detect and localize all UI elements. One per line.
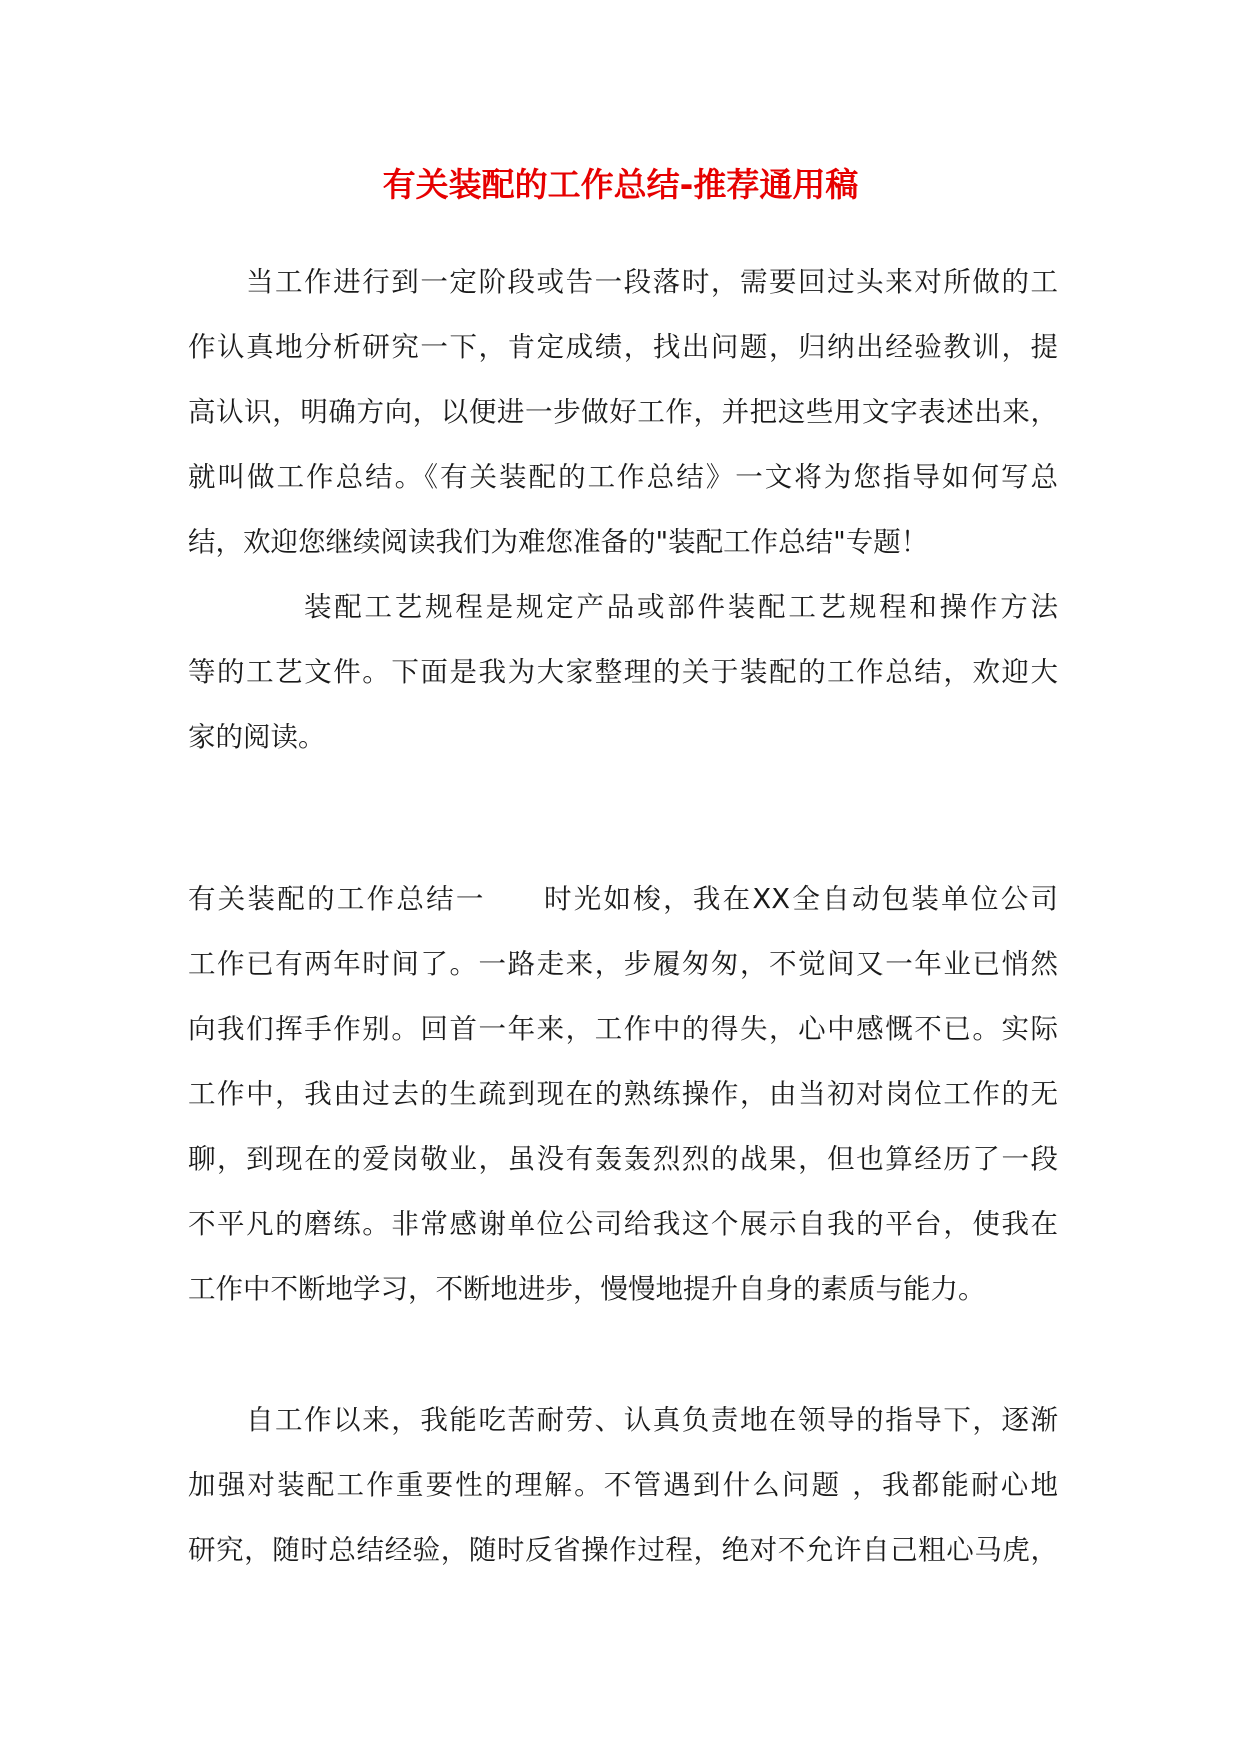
paragraph-line: 装配工艺规程是规定产品或部件装配工艺规程和操作方法 [304,591,1058,623]
paragraph-line: 聊，到现在的爱岗敬业，虽没有轰轰烈烈的战果，但也算经历了一段 [188,1143,1058,1175]
paragraph-line: 研究，随时总结经验，随时反省操作过程，绝对不允许自己粗心马虎， [188,1534,1058,1566]
paragraph-line: 不平凡的磨练。非常感谢单位公司给我这个展示自我的平台，使我在 [188,1208,1058,1240]
paragraph-line: 当工作进行到一定阶段或告一段落时，需要回过头来对所做的工 [246,266,1058,298]
paragraph-line: 家的阅读。 [188,721,326,753]
intro-paragraph [188,250,1058,575]
section-one-paragraph [188,867,1058,1322]
paragraph-line: 作认真地分析研究一下，肯定成绩，找出问题，归纳出经验教训，提 [188,331,1058,363]
paragraph-line: 向我们挥手作别。回首一年来，工作中的得失，心中感慨不已。实际 [188,1013,1058,1045]
document-title: 有关装配的工作总结-推荐通用稿 [382,165,859,204]
section-first-line [188,867,1058,932]
paragraph-line: 高认识，明确方向，以便进一步做好工作，并把这些用文字表述出来， [188,396,1058,428]
paragraph-line: 加强对装配工作重要性的理解。不管遇到什么问题 ，我都能耐心地 [188,1469,1058,1501]
paragraph-line: 工作中不断地学习，不断地进步，慢慢地提升自身的素质与能力。 [188,1273,986,1305]
section-first-line-text: 时光如梭，我在XX全自动包装单位公司 [541,883,1058,915]
paragraph-line: 等的工艺文件。下面是我为大家整理的关于装配的工作总结，欢迎大 [188,656,1058,688]
paragraph-line: 结，欢迎您继续阅读我们为难您准备的"装配工作总结"专题！ [188,526,929,558]
description-paragraph [188,575,1058,770]
paragraph-line: 就叫做工作总结。《有关装配的工作总结》一文将为您指导如何写总 [188,461,1058,493]
paragraph-line: 工作中，我由过去的生疏到现在的熟练操作，由当初对岗位工作的无 [188,1078,1058,1110]
paragraph-line: 自工作以来，我能吃苦耐劳、认真负责地在领导的指导下，逐渐 [246,1404,1058,1436]
section-heading: 有关装配的工作总结一 [188,883,486,915]
paragraph-line: 工作已有两年时间了。一路走来，步履匆匆，不觉间又一年业已悄然 [188,948,1058,980]
work-attitude-paragraph [188,1388,1058,1583]
